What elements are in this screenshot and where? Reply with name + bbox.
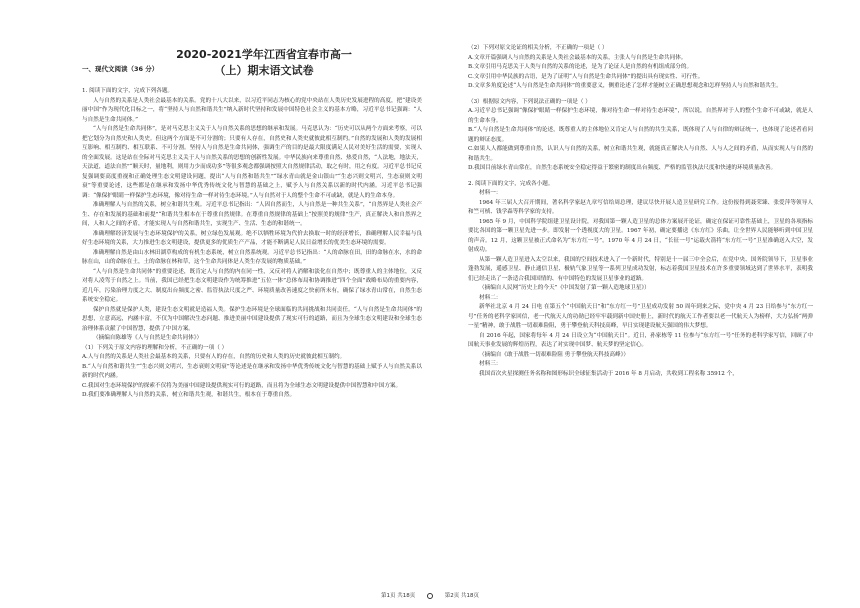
option-c: C.如果人人都能做到尊重自然，认识人与自然的关系，树立和谐共生观，就能真正解决人与自然、人与人之间的矛盾，从而实现人与自然的和谐共生。 [468,146,813,162]
option-a: A.习近平总书记强调“像保护眼睛一样保护生态环境，像对待生命一样对待生态环境”，所以说，自然界对于人的整个生命不可或缺，就是人的生命本身。 [468,108,813,124]
passage-paragraph: 准确理解经济发展与生态环境保护的关系，树立绿色发展观。绝不以牺牲环境为代价去换取一时的经济增长，准确理解人民幸福与良好生态环境的关系，大力推进生态文明建设，提供更多的优质生产产品，才能不断满足人民日益增长的优美生态环境的需要。 [82,230,422,246]
material-paragraph: 从第一颗人造卫星进入太空以来，我国的空间技术进入了一个新时代，特别是十一届三中全会后，在党中央、国务院领导下，卫星事业蓬勃发展，遥感卫星、静止通信卫星、极轨气象卫星等一系列卫星成功发射，标志着我国卫星技术在许多重要领域达到了世界水平，表明我们已经走出了一条适合我国国情的、有中国特色的发展卫星事业的道路。 [468,256,813,282]
question-intro: 1. 阅读下面的文字，完成下列各题。 [82,88,174,94]
source-note: （摘编自人民网“历史上的今天”《中国发射了第一颗人造地球卫星》） [479,285,650,291]
option-d: D.我们要准确理解人与自然的关系，树立和谐共生观，和谐共生，根本在于尊重自然。 [82,392,296,398]
passage-paragraph: 人与自然的关系是人类社会最基本的关系。党的十八大以来，以习近平同志为核心的党中央站在人类历史发展进程的高度，把“建设美丽中国”作为现代化目标之一，将“坚持人与自然和谐共生”纳入新时代坚持和发展中国特色社会主义的基本方略，习近平总书记强调：“人与自然是生命共同体。” [82,97,422,123]
passage-paragraph: 准确理解自然是由山水林田湖草构成的有机生态系统，树立自然系统观。习近平总书记指出：“人的命脉在田，田的命脉在水，水的命脉在山，山的命脉在土，土的命脉在林和草，这个生命共同体是人类生存发展的物质基础。” [82,249,422,265]
passage-paragraph: “人与自然是生命共同体”，是对马克思主义关于人与自然关系的思想的继承和发展。马克思认为：“历史可以从两个方面来考察，可以把它划分为自然史和人类史。但这两个方面是不可分割的；只要有人存在，自然史和人类史就彼此相互制约。”自然的发展和人类的发展相互影响、相互制约、相互联系、不可分割。坚持人与自然是生命共同体，强调生产的目的是最大限度满足人民对美好生活的需要，实现人的全面发展。这是站在全际对马克思主义关于人与自然关系的思想的创新性发展。中华民族向来尊重自然、热爱自然，“人法地，地法天，天法道，道法自然”“顺天时，量地利，则用力少而成功多”等很多观念都强调按照大自然规律活动，取之有时，用之有度。习近平总书记反复强调要高度重视和正确处理生态文明建设问题，提出“人与自然和谐共生”“绿水青山就是金山银山”“生态兴则文明兴，生态衰则文明衰”等重要论述，这些都是在继承和发扬中华优秀传统文化与智慧的基础之上，赋予人与自然关系以新的时代内涵。习近平总书记强调：“像保护眼睛一样保护生态环境，像对待生命一样对待生态环境。”人与自然对于人的整个生命不可或缺，就是人的生命本身。 [82,126,422,199]
option-b: B.“人与自然是生命共同体”的论述，既尊重人的主体地位又肯定人与自然的共生关系，既体现了人与自律的辩证统一，也体现了论述者看问题的辩证态度。 [468,127,813,143]
material-paragraph: 我国首次火星探测任务名称和图形标识全球征集活动于 2016 年 8 月启动，共收到工程名称 35912 个， [479,370,738,377]
option-d: D.我国目前绿水青山常在，自然生态系统安全稳定得益于繁密的制度出台频度、严格的监管执法尺度和快速的环境质量改善。 [468,165,777,171]
question-stem: （2）下列对原文论证的相关分析，不正确的一项是（ ） [468,45,608,51]
material-label: 材料三： [479,361,502,367]
source-note: （摘编自《敢于战胜一切艰难险阻 勇于攀登航天科技高峰》） [479,351,630,358]
binding-circle-icon [427,593,433,599]
material-paragraph: 1964 年三届人大召开期间，著名科学家赵九章写信给周总理，建议尽快开展人造卫星研究工作。这份报得到聂荣臻、张爱萍等领导人和竺可桢、钱学森等科学家的支持。 [468,199,813,215]
question-stem: （1）下列关于原文内容的理解和分析，不正确的一项（ ） [82,344,228,351]
left-column [82,87,422,401]
page-title: 2020-2021学年江西省宜春市高一（上）期末语文试卷 [176,48,352,77]
material-label: 材料一： [479,190,502,196]
page-number-left: 第1页 共18页 [381,593,416,599]
passage-paragraph: 准确理解人与自然的关系，树立和谐共生观。习近平总书记指出：“人因自然而生，人与自然是一种共生关系”，“自然界是人类社会产生、存在和发展的基础和前提”“和谐共生相本在于尊重自然规律。在尊重自然规律的基础上“按照美的规律”生产，真正解决人和自然界之间，人和人之间的矛盾，才能实现人与自然和谐共生，实现生产、生活、生态的和谐统一。 [82,202,422,227]
question-stem: （3）根据原文内容，下列说法正确的一项是（ ） [468,98,591,105]
passage-paragraph: 保护自然就是保护人类，建设生态文明就是造福人类。保护生态环境是全球面临的共同挑战和共同责任。“人与自然是生命共同体”的思想，立意高远，内涵丰富，不仅为中国解决生态问题、推进美丽中国建设提供了现实可行的道路，而且为全球生态文明建设和全球生态治理体系贡献了中国智慧，提供了中国方案。 [82,306,422,332]
option-b: B.“人与自然和谐共生”“生态兴则文明兴，生态衰则文明衰”等论述是在继承和发扬中华优秀传统文化与智慧的基础上赋予人与自然关系以新的时代内涵。 [82,363,422,379]
option-c: C.文章引用中华民族的古语，是为了证明“人与自然是生命共同体”的提出具有现实性、可行性。 [468,73,704,80]
option-a: A.文章开篇强调人与自然的关系是人类社会最基本的关系，主张人与自然是生命共同体。 [468,54,687,61]
right-column [468,44,813,379]
option-c: C.我国对生态环境保护的探索不仅将为美丽中国建设提供现实可行的道路，而且将为全球生态文明建设提供中国智慧和中国方案。 [82,382,402,389]
option-a: A.人与自然的关系是人类社会最基本的关系，只要有人的存在，自然的历史和人类的历史就彼此相互制约。 [82,354,346,360]
material-paragraph: 自 2016 年起，国家将每年 4 月 24 日设立为“中国航天日”。近日，孙家栋等 11 位参与“东方红一号”任务的老科学家写信，回顾了中国航天事业发展的辉煌历程，表达了对实现中国梦、航天梦的坚定信心。 [468,332,813,348]
page-footer [0,591,860,599]
material-paragraph: 1965 年 9 月，中国科学院组建卫星设计院，对我国第一颗人造卫星的总体方案展开论证，确定在保证可靠性基础上，卫星的各项指标要比各国的第一颗卫星先进一步。即发射一个透视度大的卫星。1967 年初，确定要播送《东方红》乐曲，让全世界人民能够听到中国卫星的声音。12 月，这颗卫星被正式命名为“东方红一号”。1970 年 4 月 24 日，“长征一号”运载火箭将“东方红一号”卫星准确送入大空，发射成功。 [468,218,813,253]
material-paragraph: 新华社北京 4 月 24 日电 在第五个“中国航天日”和“东方红一号”卫星成功发射 50 周年到来之际，党中央 4 月 23 日给参与“东方红一号”任务的老科学家回信，老一代航天人的功勋已经牢牢载到新中国史册上，新时代的航天工作者要以老一代航天人为榜样，大力弘扬“两弹一星”精神，敢于战胜一切艰难险阻，勇于攀登航天科技高峰，早日实现建设航天强国的伟大梦想。 [468,304,813,329]
question-intro: 2. 阅读下面的文字，完成各小题。 [468,180,554,187]
page-number-right: 第2页 共18页 [444,593,479,599]
option-d: D.文章多角度论述“人与自然是生命共同体”的重要意义，侧重论述了怎样才能树立正确思想观念和怎样坚持人与自然和谐共生。 [468,83,782,89]
passage-paragraph: “人与自然是生命共同体”的重要论述，既肯定人与自然的内在同一性，又反对将人消解和淡化在自然中；既尊重人的主体地位，又反对将人凌驾于自然之上。当前，我国已经把生态文明建设作为统筹推进“五位一体”总体布局和协调推进“四个全面”战略布局的重要内容，近几年，污染治理力度之大、制度出台频度之密、监管执法尺度之严、环境质量改善速度之快前所未有，确保了绿水青山常在，自然生态系统安全稳定。 [82,268,422,303]
material-label: 材料二： [479,294,502,301]
option-b: B.文章引用马克思关于人类与自然的关系的论述，是为了论证人是自然的有机组成部分的。 [468,64,693,70]
source-note: （摘编自陈雄等《人与自然是生命共同体》） [93,335,203,341]
section-heading: 一、现代文阅读（36 分） [82,65,159,73]
